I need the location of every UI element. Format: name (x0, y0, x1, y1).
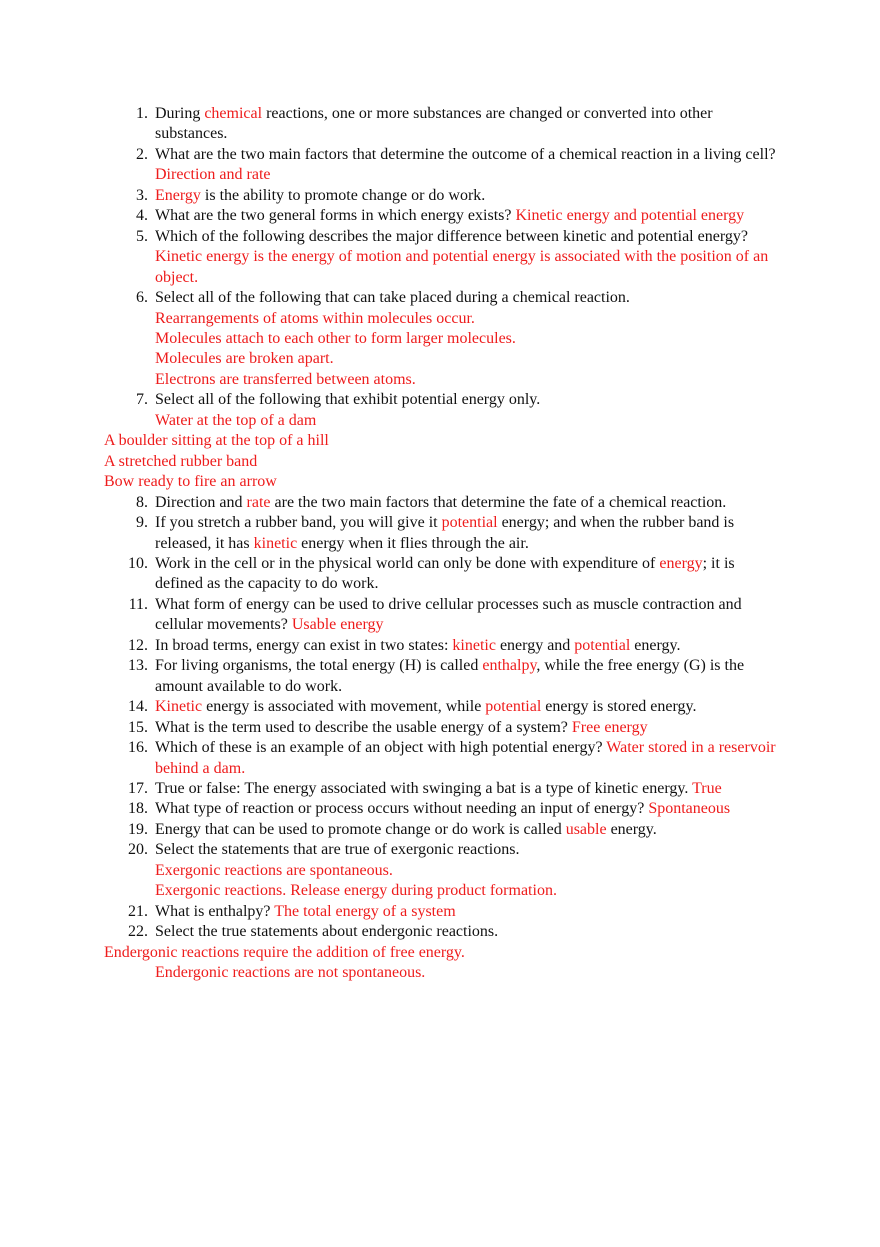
answer-text: Energy (155, 186, 201, 204)
question-item (0, 697, 780, 717)
item-number: 7. (136, 391, 148, 409)
answer-text: Kinetic (155, 698, 203, 716)
question-text: What is enthalpy? (155, 902, 275, 920)
answer-text: The total energy of a system (274, 902, 456, 920)
question-item (0, 779, 780, 799)
question-text: Work in the cell or in the physical world can only be done with expenditure of (155, 554, 660, 572)
item-number: 10. (128, 554, 148, 572)
item-number: 22. (128, 923, 148, 941)
question-item (0, 104, 780, 145)
answer-text: kinetic (452, 636, 496, 654)
answer-text: Bow ready to fire an arrow (104, 473, 277, 491)
question-text: energy. (606, 820, 657, 838)
question-text: Which of these is an example of an object with high potential energy? (155, 739, 607, 757)
question-text: Direction and (155, 493, 247, 511)
answer-line (0, 472, 880, 492)
document-body (0, 104, 880, 983)
question-item (0, 390, 780, 410)
question-text: energy is stored energy. (541, 698, 697, 716)
item-number: 17. (128, 779, 148, 797)
question-text: What are the two main factors that determine the outcome of a chemical reaction in a living cell? (155, 145, 776, 163)
answer-text: Usable energy (291, 616, 384, 634)
question-text: energy when it flies through the air. (297, 534, 529, 552)
answer-text: kinetic (253, 534, 298, 552)
answer-text: Molecules attach to each other to form larger molecules. (155, 329, 516, 347)
question-text: Select all of the following that can take placed during a chemical reaction. (155, 289, 630, 307)
answer-line (0, 431, 880, 451)
answer-text: Exergonic reactions. Release energy during product formation. (155, 882, 557, 900)
item-number: 8. (136, 493, 148, 511)
answer-text: Molecules are broken apart. (155, 350, 334, 368)
item-number: 6. (136, 289, 148, 307)
item-number: 11. (128, 595, 148, 613)
answer-text: Kinetic energy and potential energy (515, 207, 745, 225)
answer-text: Electrons are transferred between atoms. (155, 370, 416, 388)
question-item (0, 820, 780, 840)
item-number: 4. (136, 207, 148, 225)
answer-text: usable (565, 820, 607, 838)
question-text: Energy that can be used to promote change or do work is called (155, 820, 566, 838)
question-text: reactions, one or more substances are changed or converted into other substances. (155, 105, 713, 143)
answer-text: Spontaneous (648, 800, 731, 818)
answer-text: Direction and rate (155, 166, 271, 184)
question-text: Select the true statements about endergonic reactions. (155, 923, 499, 941)
question-text: In broad terms, energy can exist in two states: (155, 636, 453, 654)
question-item (0, 840, 780, 860)
question-text: What type of reaction or process occurs without needing an input of energy? (155, 800, 649, 818)
question-text: are the two main factors that determine the fate of a chemical reaction. (270, 493, 727, 511)
answer-text: A boulder sitting at the top of a hill (104, 432, 329, 450)
answer-text: Water at the top of a dam (155, 411, 317, 429)
question-text: energy and (495, 636, 575, 654)
answer-line (0, 309, 780, 329)
item-number: 2. (136, 145, 148, 163)
question-item (0, 656, 780, 697)
answer-text: potential (441, 514, 498, 532)
question-text: What is the term used to describe the usable energy of a system? (155, 718, 572, 736)
item-number: 1. (136, 105, 148, 122)
question-item (0, 554, 780, 595)
question-text: True or false: The energy associated with swinging a bat is a type of kinetic energy. (155, 779, 693, 797)
answer-line (0, 881, 780, 901)
item-number: 13. (128, 657, 148, 675)
item-number: 15. (128, 718, 148, 736)
question-item (0, 206, 780, 226)
answer-text: Water stored in a reservoir behind a dam. (155, 739, 776, 777)
answer-line (0, 349, 780, 369)
item-number: 12. (128, 636, 148, 654)
question-text: Which of the following describes the major difference between kinetic and potential energy? (155, 227, 748, 245)
question-item (0, 636, 780, 656)
answer-text: Endergonic reactions require the addition of free energy. (104, 943, 465, 961)
answer-text: Free energy (571, 718, 648, 736)
answer-text: Rearrangements of atoms within molecules occur. (155, 309, 475, 327)
item-number: 18. (128, 800, 148, 818)
question-text: Select all of the following that exhibit potential energy only. (155, 391, 541, 409)
answer-line (0, 943, 880, 963)
question-item (0, 227, 780, 288)
answer-text: potential (485, 698, 542, 716)
answer-text: energy (659, 554, 703, 572)
question-item (0, 493, 780, 513)
item-number: 9. (136, 514, 148, 532)
question-text: energy; and when the rubber band is released, it has (155, 514, 735, 552)
answer-text: chemical (204, 105, 263, 122)
question-item (0, 922, 780, 942)
question-item (0, 513, 780, 554)
question-text: energy. (630, 636, 681, 654)
question-text: ; it is defined as the capacity to do work. (155, 554, 735, 593)
question-item (0, 738, 780, 779)
answer-text: rate (246, 493, 271, 511)
answer-line (0, 963, 780, 983)
item-number: 20. (128, 841, 148, 859)
question-item (0, 799, 780, 819)
question-text: During (155, 105, 205, 122)
item-number: 3. (136, 186, 148, 204)
answer-line (0, 370, 780, 390)
question-item (0, 595, 780, 636)
answer-text: True (692, 779, 722, 797)
answer-line (0, 452, 880, 472)
question-item (0, 186, 780, 206)
answer-text: potential (574, 636, 631, 654)
question-item (0, 902, 780, 922)
question-text: What form of energy can be used to drive cellular processes such as muscle contraction and cellular movements? (155, 595, 742, 634)
answer-line (0, 329, 780, 349)
answer-text: A stretched rubber band (104, 452, 258, 470)
question-item (0, 718, 780, 738)
answer-text: Exergonic reactions are spontaneous. (155, 861, 393, 879)
item-number: 5. (136, 227, 148, 245)
answer-text: Endergonic reactions are not spontaneous. (155, 964, 426, 982)
question-text: If you stretch a rubber band, you will give it (155, 514, 442, 532)
question-text: , while the free energy (G) is the amount available to do work. (155, 657, 745, 695)
question-text: Select the statements that are true of exergonic reactions. (155, 841, 520, 859)
item-number: 16. (128, 739, 148, 757)
item-number: 21. (128, 902, 148, 920)
answer-line (0, 861, 780, 881)
question-item (0, 145, 780, 186)
question-item (0, 288, 780, 308)
question-text: What are the two general forms in which energy exists? (155, 207, 516, 225)
item-number: 14. (128, 698, 148, 716)
question-text: energy is associated with movement, while (202, 698, 486, 716)
answer-text: enthalpy (482, 657, 537, 675)
answer-line (0, 411, 780, 431)
question-text: For living organisms, the total energy (H) is called (155, 657, 483, 675)
item-number: 19. (128, 820, 148, 838)
question-text: is the ability to promote change or do work. (200, 186, 486, 204)
answer-text: Kinetic energy is the energy of motion and potential energy is associated with the position of an object. (155, 248, 769, 286)
